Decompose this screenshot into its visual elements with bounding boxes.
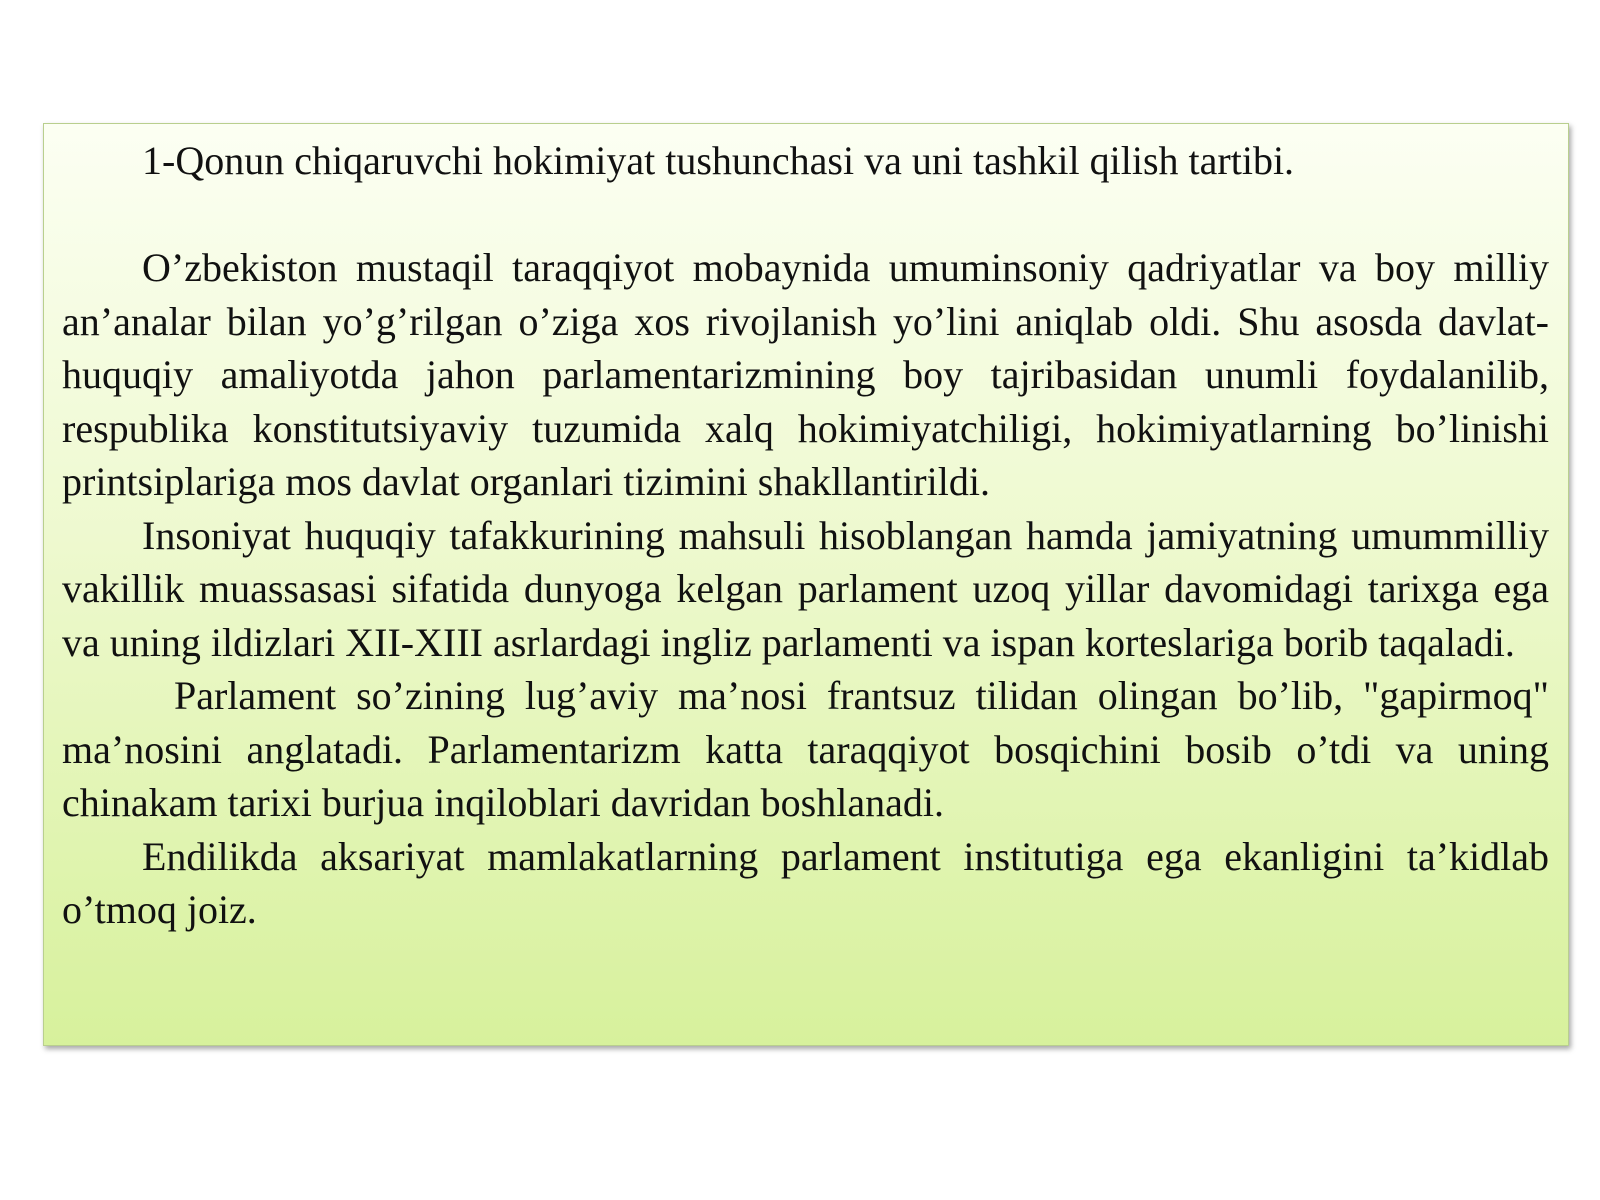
paragraph-1: O’zbekiston mustaqil taraqqiyot mobaynida umuminsoniy qadriyatlar va boy milliy an’analar bilan yo’g’rilgan o’ziga xos rivojlanish yo’lini aniqlab oldi. Shu asosda davlat-huquqiy amaliyotda jahon parlamentarizmining boy tajribasidan unumli foydalanilib, respublika konstitutsiyaviy tuzumida xalq hokimiyatchiligi, hokimiyatlarning bo’linishi printsiplariga mos davlat organlari tizimini shakllantirildi. [62, 245, 1549, 504]
paragraph-2: Insoniyat huquqiy tafakkurining mahsuli hisoblangan hamda jamiyatning umummilliy vakillik muassasasi sifatida dunyoga kelgan parlament uzoq yillar davomidagi tarixga ega va uning ildizlari XII-XIII asrlardagi ingliz parlamenti va ispan korteslariga borib taqaladi. [62, 512, 1549, 665]
slide-heading: 1-Qonun chiqaruvchi hokimiyat tushunchasi va uni tashkil qilish tartibi. [142, 138, 1295, 183]
paragraph-3: Parlament so’zining lug’aviy ma’nosi frantsuz tilidan olingan bo’lib, "gapirmoq" ma’nosini anglatadi. Parlamentarizm katta taraqqiyot bosqichini bosib o’tdi va uning chinakam tarixi burjua inqiloblari davridan boshlanadi. [62, 673, 1549, 825]
text-box [43, 123, 1569, 1046]
paragraph-4: Endilikda aksariyat mamlakatlarning parlament institutiga ega ekanligini ta’kidlab o’tmoq joiz. [62, 833, 1549, 932]
blank-line [62, 188, 1549, 242]
